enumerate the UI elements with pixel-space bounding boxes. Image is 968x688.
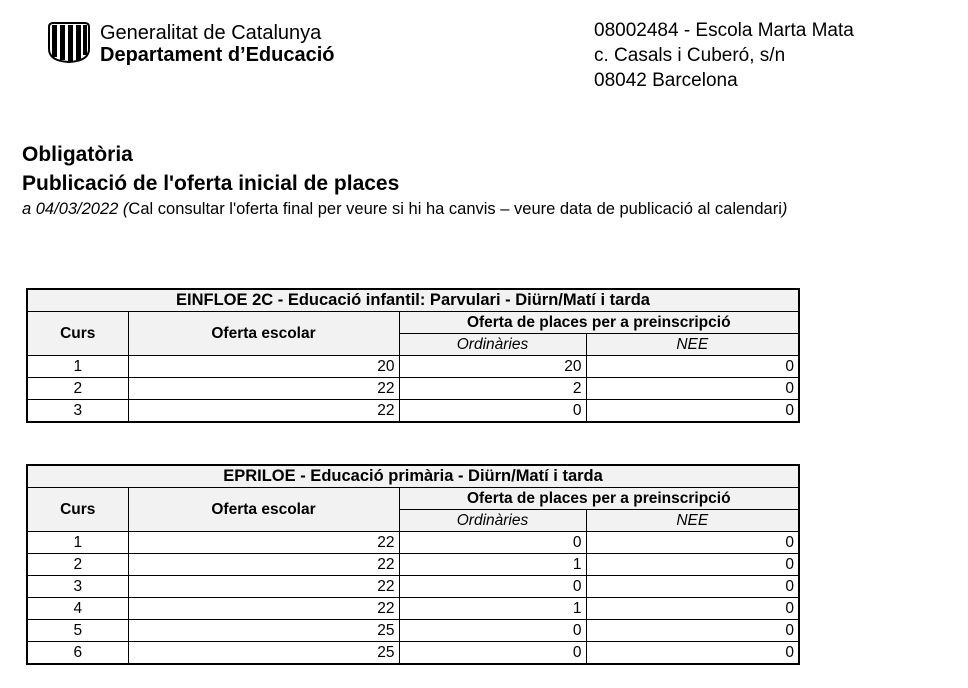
cell-oferta: 22 — [128, 400, 399, 423]
cell-oferta: 22 — [128, 598, 399, 620]
org-line-1: Generalitat de Catalunya — [100, 22, 322, 44]
cell-oferta: 20 — [128, 356, 399, 378]
table-title: EPRILOE - Educació primària - Diürn/Matí i tarda — [27, 465, 799, 488]
generalitat-logo-icon — [45, 21, 93, 63]
page-title: Publicació de l'oferta inicial de places — [22, 172, 400, 195]
school-street: c. Casals i Cuberó, s/n — [594, 45, 786, 66]
col-places: Oferta de places per a preinscripció — [399, 488, 799, 510]
cell-oferta: 22 — [128, 532, 399, 554]
cell-nee: 0 — [586, 554, 799, 576]
table-row — [27, 532, 799, 554]
cell-ordinaries: 0 — [399, 400, 586, 423]
table-row — [27, 356, 799, 378]
offer-table-infantil — [26, 288, 800, 423]
cell-nee: 0 — [586, 356, 799, 378]
col-oferta: Oferta escolar — [128, 312, 399, 356]
note-close: ) — [781, 200, 788, 218]
school-name: 08002484 - Escola Marta Mata — [594, 20, 854, 41]
school-address — [594, 18, 854, 93]
col-oferta: Oferta escolar — [128, 488, 399, 532]
cell-oferta: 22 — [128, 554, 399, 576]
col-nee: NEE — [586, 510, 799, 532]
cell-nee: 0 — [586, 400, 799, 423]
table-row — [27, 620, 799, 642]
cell-curs: 2 — [27, 378, 128, 400]
school-city: 08042 Barcelona — [594, 70, 738, 91]
cell-curs: 4 — [27, 598, 128, 620]
publication-date: a 04/03/2022 ( — [22, 200, 129, 218]
table-row — [27, 554, 799, 576]
cell-curs: 5 — [27, 620, 128, 642]
col-nee: NEE — [586, 334, 799, 356]
col-curs: Curs — [27, 488, 128, 532]
category-heading: Obligatòria — [22, 143, 133, 166]
col-ordinaries: Ordinàries — [399, 334, 586, 356]
cell-ordinaries: 1 — [399, 598, 586, 620]
table-row — [27, 576, 799, 598]
cell-ordinaries: 0 — [399, 620, 586, 642]
col-curs: Curs — [27, 312, 128, 356]
cell-curs: 3 — [27, 400, 128, 423]
offer-table-primaria — [26, 464, 800, 665]
document-headings — [22, 140, 787, 220]
cell-curs: 6 — [27, 642, 128, 665]
organization-name — [100, 22, 335, 66]
col-places: Oferta de places per a preinscripció — [399, 312, 799, 334]
table-row — [27, 642, 799, 665]
cell-ordinaries: 20 — [399, 356, 586, 378]
cell-curs: 1 — [27, 356, 128, 378]
cell-oferta: 25 — [128, 642, 399, 665]
cell-ordinaries: 0 — [399, 576, 586, 598]
cell-ordinaries: 0 — [399, 532, 586, 554]
cell-nee: 0 — [586, 532, 799, 554]
cell-oferta: 22 — [128, 378, 399, 400]
note-text: Cal consultar l'oferta final per veure si hi ha canvis – veure data de publicació al calendari — [128, 200, 782, 218]
cell-oferta: 25 — [128, 620, 399, 642]
cell-curs: 1 — [27, 532, 128, 554]
cell-nee: 0 — [586, 378, 799, 400]
cell-ordinaries: 0 — [399, 642, 586, 665]
cell-nee: 0 — [586, 598, 799, 620]
table-row — [27, 400, 799, 423]
cell-nee: 0 — [586, 576, 799, 598]
org-line-2: Departament d’Educació — [100, 44, 335, 66]
table-title: EINFLOE 2C - Educació infantil: Parvulari - Diürn/Matí i tarda — [27, 289, 799, 312]
cell-oferta: 22 — [128, 576, 399, 598]
cell-curs: 3 — [27, 576, 128, 598]
cell-nee: 0 — [586, 620, 799, 642]
cell-ordinaries: 2 — [399, 378, 586, 400]
table-row — [27, 378, 799, 400]
col-ordinaries: Ordinàries — [399, 510, 586, 532]
cell-nee: 0 — [586, 642, 799, 665]
table-row — [27, 598, 799, 620]
cell-ordinaries: 1 — [399, 554, 586, 576]
publication-note — [22, 198, 787, 220]
cell-curs: 2 — [27, 554, 128, 576]
